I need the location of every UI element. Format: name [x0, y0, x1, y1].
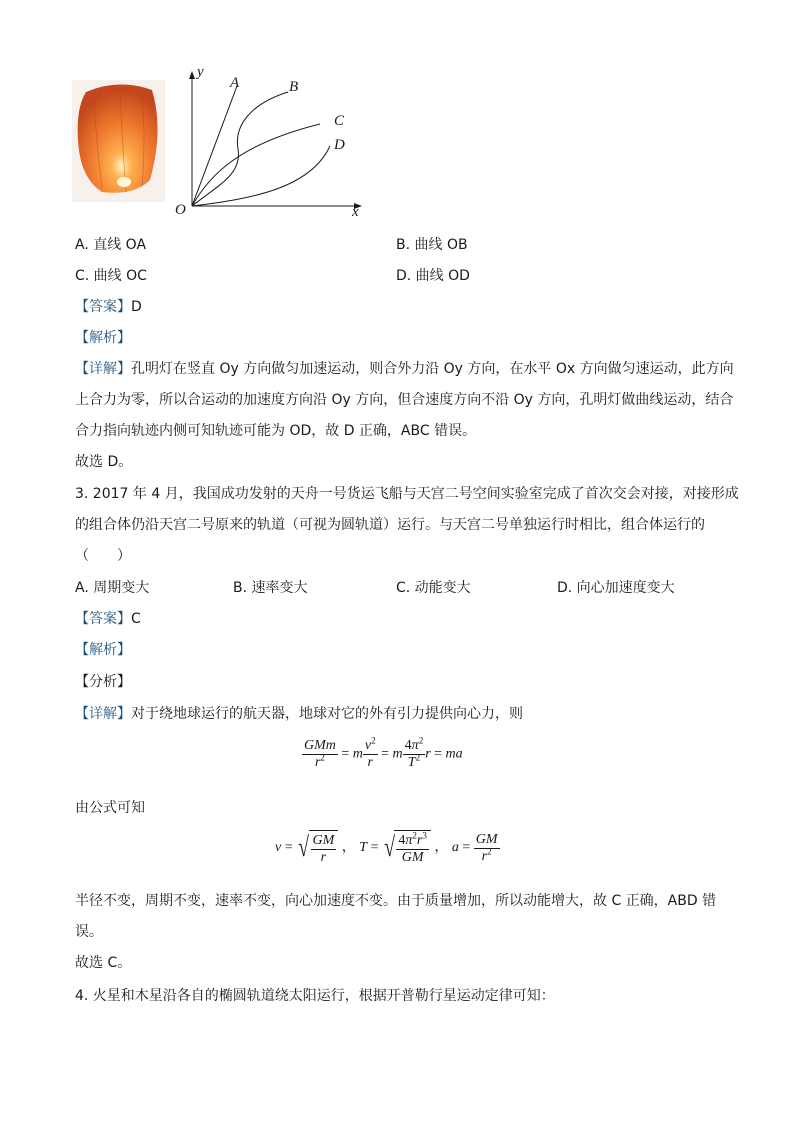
line-OA	[192, 86, 237, 206]
q3-stem-line-2: 的组合体仍沿天宫二号原来的轨道（可视为圆轨道）运行。与天宫二号单独运行时相比，组合体运行的	[75, 517, 705, 533]
derived-formulas: v = √ $\frac{GM}{r}$ ， T = √ $\frac{4\pi^2r^3}{GM}$ ， a = $\frac{GM}{r^2}$	[275, 830, 498, 865]
curve-label-c: C	[334, 113, 345, 129]
curve-label-a: A	[230, 75, 240, 91]
y-axis-label: y	[197, 64, 204, 80]
q4-stem: 4. 火星和木星沿各自的椭圆轨道绕太阳运行，根据开普勒行星运动定律可知：	[75, 988, 555, 1004]
origin-label: O	[175, 202, 186, 218]
q3-detail-line: 【详解】对于绕地球运行的航天器，地球对它的外有引力提供向心力，则	[75, 706, 523, 722]
q3-option-d: D. 向心加速度变大	[557, 580, 675, 596]
curve-OD	[192, 146, 330, 206]
q3-fenxi-tag: 【分析】	[75, 674, 131, 690]
q3-stem-line-3: （ ）	[75, 548, 131, 564]
q3-option-a: A. 周期变大	[75, 580, 150, 596]
q3-stem-line-1: 3. 2017 年 4 月，我国成功发射的天舟一号货运飞船与天宫二号空间实验室完成了首次交会对接，对接形成	[75, 486, 739, 502]
q2-option-c: C. 曲线 OC	[75, 268, 147, 284]
q2-option-b: B. 曲线 OB	[396, 237, 468, 253]
q2-answer: 【答案】D	[75, 299, 142, 315]
q2-detail-line-2: 上合力为零，所以合运动的加速度方向沿 Oy 方向，但合速度方向不沿 Oy 方向，孔明灯做曲线运动，结合	[75, 392, 734, 408]
q2-option-a: A. 直线 OA	[75, 237, 147, 253]
q3-from-formula: 由公式可知	[75, 800, 145, 816]
q3-option-b: B. 速率变大	[233, 580, 308, 596]
sky-lantern-image	[72, 80, 165, 202]
q3-analysis-tag: 【解析】	[75, 642, 131, 658]
q3-conclusion: 故选 C。	[75, 955, 132, 971]
q2-option-d: D. 曲线 OD	[396, 268, 470, 284]
q3-result-line-1: 半径不变，周期不变，速率不变，向心加速度不变。由于质量增加，所以动能增大，故 C 正确，ABD 错	[75, 893, 717, 909]
curve-OC	[192, 124, 320, 206]
curve-label-b: B	[289, 79, 299, 95]
q3-answer: 【答案】C	[75, 611, 141, 627]
q3-result-line-2: 误。	[75, 924, 103, 940]
q2-analysis-tag: 【解析】	[75, 330, 131, 346]
q2-detail-line-1: 【详解】孔明灯在竖直 Oy 方向做匀加速运动，则合外力沿 Oy 方向，在水平 Ox 方向做匀速运动，此方向	[75, 361, 734, 377]
q3-option-c: C. 动能变大	[396, 580, 471, 596]
gravitation-formula: $\frac{\text{GMm}}{r^2}$ = m $\frac{v^2}{r}$ = m $\frac{4\pi^2}{T^2}$ r = ma	[304, 735, 463, 770]
curve-label-d: D	[334, 137, 345, 153]
q2-detail-line-3: 合力指向轨迹内侧可知轨迹可能为 OD，故 D 正确，ABC 错误。	[75, 423, 477, 439]
x-axis-label: x	[352, 204, 359, 220]
curve-OB	[192, 92, 288, 206]
q2-conclusion: 故选 D。	[75, 454, 133, 470]
